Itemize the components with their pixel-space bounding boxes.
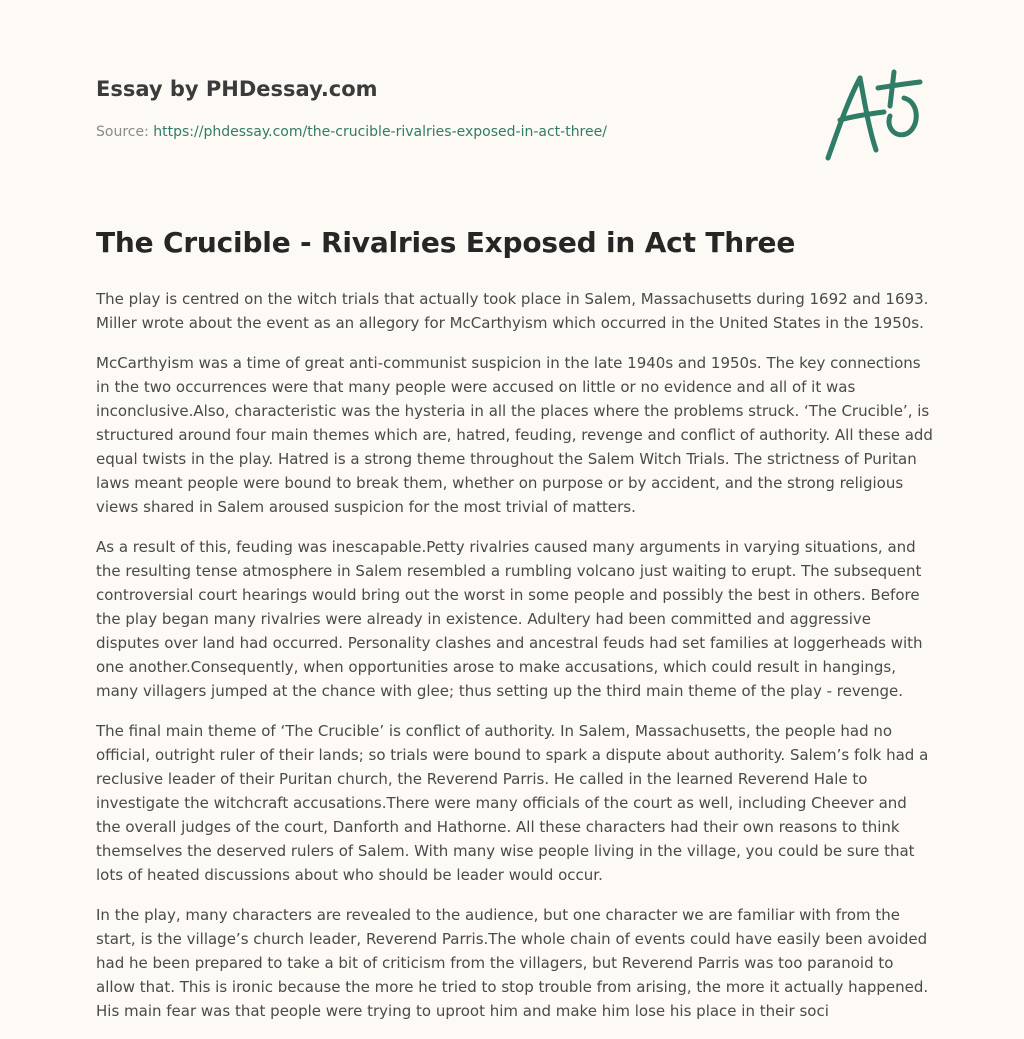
essay-paragraph: McCarthyism was a time of great anti-communist suspicion in the late 1940s and 1950s. The key connections in the two occurrences were that many people were accused on little or no evidence and all of it was inconclusive.Also, characteristic was the hysteria in all the places where the problems struck. ‘The Crucible’, is structured around four main themes which are, hatred, feuding, revenge and conflict of authority. All these add equal twists in the play. Hatred is a strong theme throughout the Salem Witch Trials. The strictness of Puritan laws meant people were bound to break them, whether on purpose or by accident, and the strong religious views shared in Salem aroused suspicion for the most trivial of matters.	[96, 354, 933, 516]
source-label: Source:	[96, 124, 149, 140]
source-link[interactable]: https://phdessay.com/the-crucible-rivalries-exposed-in-act-three/	[153, 124, 607, 140]
source-line	[96, 124, 607, 140]
essay-paragraph: As a result of this, feuding was inescapable.Petty rivalries caused many arguments in varying situations, and the resulting tense atmosphere in Salem resembled a rumbling volcano just waiting to erupt. The subsequent controversial court hearings would bring out the worst in some people and possibly the best in others. Before the play began many rivalries were already in existence. Adultery had been committed and aggressive disputes over land had occurred. Personality clashes and ancestral feuds had set families at loggerheads with one another.Consequently, when opportunities arose to make accusations, which could result in hangings, many villagers jumped at the chance with glee; thus setting up the third main theme of the play - revenge.	[96, 538, 923, 700]
essay-paragraph: In the play, many characters are revealed to the audience, but one character we are familiar with from the start, is the village’s church leader, Reverend Parris.The whole chain of events could have easily been avoided had he been prepared to take a bit of criticism from the villagers, but Reverend Parris was too paranoid to allow that. This is ironic because the more he tried to stop trouble from arising, the more it actually happened. His main fear was that people were trying to uproot him and make him lose his place in their soci	[96, 906, 929, 1020]
essay-paragraph: The play is centred on the witch trials that actually took place in Salem, Massachusetts during 1692 and 1693. Miller wrote about the event as an allegory for McCarthyism which occurred in the United States in the 1950s.	[96, 290, 929, 332]
essay-paragraph: The final main theme of ‘The Crucible’ is conflict of authority. In Salem, Massachusetts, the people had no official, outright ruler of their lands; so trials were bound to spark a dispute about authority. Salem’s folk had a reclusive leader of their Puritan church, the Reverend Parris. He called in the learned Reverend Hale to investigate the witchcraft accusations.There were many officials of the court as well, including Cheever and the overall judges of the court, Danforth and Hathorne. All these characters had their own reasons to think themselves the deserved rulers of Salem. With many wise people living in the village, you could be sure that lots of heated discussions about who should be leader would occur.	[96, 722, 929, 884]
essay-title: The Crucible - Rivalries Exposed in Act Three	[96, 226, 796, 259]
a-plus-logo-icon	[820, 68, 930, 164]
site-title: Essay by PHDessay.com	[96, 77, 378, 101]
essay-body	[96, 287, 936, 1039]
